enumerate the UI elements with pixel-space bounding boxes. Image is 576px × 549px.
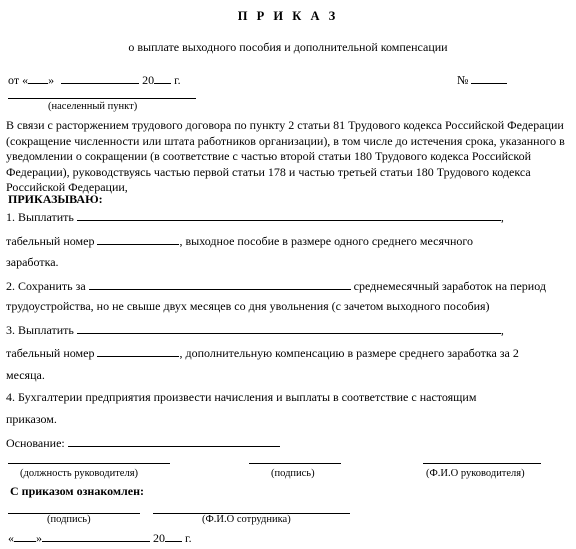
item-3-tab-number-field[interactable] xyxy=(97,345,179,357)
preamble-text: В связи с расторжением трудового договора по пункту 2 статьи 81 Трудового кодекса Российской Федерации (сокращение численности или штата работников организации), в том числе до истечения срока, указанного в уведомлении о сокращении (в соответствие с частью второй статьи 180 Трудового кодекса Российской Федерации), руководствуясь частью первой статьи 178 и частью третьей статьи 180 Трудового кодекса Российской Федерации, xyxy=(6,118,565,194)
number-label: № xyxy=(457,73,469,87)
manager-signature-field[interactable] xyxy=(249,463,341,464)
document-title: П Р И К А З xyxy=(237,9,339,23)
item-1-employee-field[interactable] xyxy=(77,209,501,221)
year-prefix: 20 xyxy=(142,73,155,87)
manager-name-caption: (Ф.И.О руководителя) xyxy=(426,468,525,479)
item-2-text: среднемесячный заработок на период xyxy=(353,279,546,293)
ack-date-line xyxy=(8,530,192,546)
year-suffix: г. xyxy=(174,73,181,87)
item-1-comma: , xyxy=(500,210,504,224)
item-3-employee-field[interactable] xyxy=(77,322,501,334)
ack-year-suffix: г. xyxy=(185,531,192,545)
employee-signature-caption: (подпись) xyxy=(47,514,91,525)
employee-name-caption: (Ф.И.О сотрудника) xyxy=(202,514,291,525)
item-4-line-2: приказом. xyxy=(6,412,57,426)
date-from-label: от « xyxy=(8,73,29,87)
item-3-line-1 xyxy=(6,322,504,338)
item-2-label: 2. Сохранить за xyxy=(6,279,86,293)
item-1-label: 1. Выплатить xyxy=(6,210,74,224)
acknowledged-label: С приказом ознакомлен: xyxy=(10,484,145,498)
ack-date-open: « xyxy=(8,531,14,545)
item-1-text: , выходное пособие в размере одного среднего месячного xyxy=(179,234,474,248)
basis-field[interactable] xyxy=(68,435,280,447)
day-field[interactable] xyxy=(28,72,48,84)
month-field[interactable] xyxy=(61,72,139,84)
date-line xyxy=(8,72,181,88)
ack-year-field[interactable] xyxy=(165,530,182,542)
year-field[interactable] xyxy=(154,72,171,84)
item-3-comma: , xyxy=(500,323,504,337)
number-field[interactable] xyxy=(471,72,507,84)
item-1-tab-number-field[interactable] xyxy=(97,233,179,245)
item-1-tab-label: табельный номер xyxy=(6,234,95,248)
item-3-line-2 xyxy=(6,345,519,361)
basis-line xyxy=(6,435,280,451)
basis-label: Основание: xyxy=(6,436,65,450)
item-2-line-1 xyxy=(6,278,546,294)
item-3-text: , дополнительную компенсацию в размере среднего заработка за 2 xyxy=(179,346,519,360)
manager-position-field[interactable] xyxy=(8,463,170,464)
item-3-line-3: месяца. xyxy=(6,368,45,382)
ack-day-field[interactable] xyxy=(14,530,36,542)
item-2-employee-field[interactable] xyxy=(89,278,351,290)
item-2-line-2: трудоустройства, но не свыше двух месяцев со дня увольнения (с зачетом выходного пособия) xyxy=(6,299,490,313)
ack-year-prefix: 20 xyxy=(153,531,165,545)
locality-field[interactable] xyxy=(8,98,196,99)
manager-position-caption: (должность руководителя) xyxy=(20,468,139,479)
ack-month-field[interactable] xyxy=(42,530,150,542)
locality-caption: (населенный пункт) xyxy=(48,101,138,112)
item-3-tab-label: табельный номер xyxy=(6,346,95,360)
order-word: ПРИКАЗЫВАЮ: xyxy=(8,192,103,206)
order-number xyxy=(457,72,507,88)
item-1-line-2 xyxy=(6,233,473,249)
manager-signature-caption: (подпись) xyxy=(271,468,315,479)
ack-date-close: » xyxy=(36,531,42,545)
item-4-line-1: 4. Бухгалтерии предприятия произвести начисления и выплаты в соответствие с настоящим xyxy=(6,390,477,404)
date-close-quote: » xyxy=(48,73,55,87)
manager-name-field[interactable] xyxy=(423,463,541,464)
document-subtitle: о выплате выходного пособия и дополнительной компенсации xyxy=(128,40,448,54)
item-1-line-1 xyxy=(6,209,504,225)
item-1-line-3: заработка. xyxy=(6,255,59,269)
item-3-label: 3. Выплатить xyxy=(6,323,74,337)
